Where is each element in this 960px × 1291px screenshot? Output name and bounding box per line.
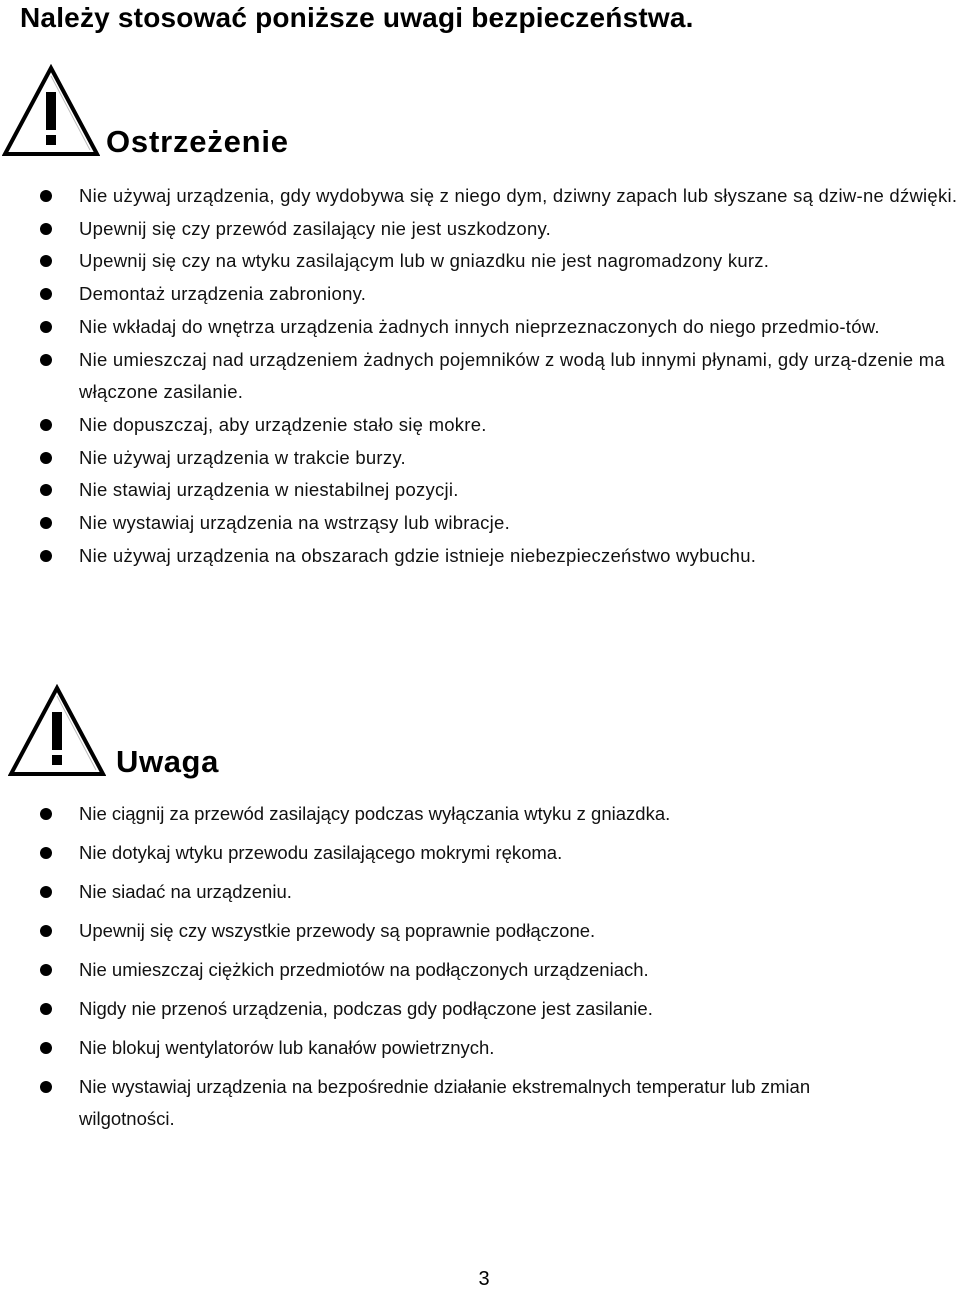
bullet-icon bbox=[40, 255, 52, 267]
list-item-text: Nigdy nie przenoś urządzenia, podczas gdy podłączone jest zasilanie. bbox=[79, 998, 653, 1019]
warning-list bbox=[0, 180, 958, 572]
list-item bbox=[0, 540, 958, 573]
list-item bbox=[0, 409, 958, 442]
list-item-text: Upewnij się czy wszystkie przewody są poprawnie podłączone. bbox=[79, 920, 596, 941]
bullet-icon bbox=[40, 847, 52, 859]
list-item bbox=[0, 507, 958, 540]
list-item bbox=[0, 798, 900, 830]
list-item-text: Nie wystawiaj urządzenia na wstrząsy lub wibracje. bbox=[79, 512, 510, 534]
bullet-icon bbox=[40, 550, 52, 562]
list-item-text: Upewnij się czy na wtyku zasilającym lub w gniazdku nie jest nagromadzony kurz. bbox=[79, 250, 770, 272]
list-item-text: Nie umieszczaj nad urządzeniem żadnych pojemników z wodą lub innymi płynami, gdy urzą-dzenie ma włączone zasilanie. bbox=[79, 348, 945, 403]
list-item-text: Nie używaj urządzenia w trakcie burzy. bbox=[79, 446, 406, 468]
list-item bbox=[0, 278, 958, 311]
page-title: Należy stosować poniższe uwagi bezpieczeństwa. bbox=[20, 2, 694, 33]
list-item-text: Nie dopuszczaj, aby urządzenie stało się mokre. bbox=[79, 413, 487, 435]
bullet-icon bbox=[40, 886, 52, 898]
list-item bbox=[0, 1071, 900, 1134]
list-item bbox=[0, 245, 958, 278]
list-item bbox=[0, 442, 958, 475]
bullet-icon bbox=[40, 1003, 52, 1015]
list-item-text: Upewnij się czy przewód zasilający nie jest uszkodzony. bbox=[79, 217, 551, 239]
bullet-icon bbox=[40, 964, 52, 976]
bullet-icon bbox=[40, 190, 52, 202]
caution-list bbox=[0, 798, 900, 1142]
list-item bbox=[0, 213, 958, 246]
list-item bbox=[0, 474, 958, 507]
list-item bbox=[0, 993, 900, 1025]
list-item-text: Nie wystawiaj urządzenia na bezpośrednie działanie ekstremalnych temperatur lub zmian wilgotności. bbox=[79, 1076, 811, 1129]
section-heading-caution: Uwaga bbox=[116, 744, 219, 779]
bullet-icon bbox=[40, 354, 52, 366]
section-heading-warning: Ostrzeżenie bbox=[106, 124, 289, 159]
list-item-text: Nie używaj urządzenia, gdy wydobywa się z niego dym, dziwny zapach lub słyszane są dziw-ne dźwięki. bbox=[79, 185, 958, 206]
list-item bbox=[0, 344, 958, 409]
bullet-icon bbox=[40, 1081, 52, 1093]
list-item bbox=[0, 1032, 900, 1064]
bullet-icon bbox=[40, 223, 52, 235]
list-item-text: Nie używaj urządzenia na obszarach gdzie istnieje niebezpieczeństwo wybuchu. bbox=[79, 544, 757, 566]
list-item-text: Nie stawiaj urządzenia w niestabilnej pozycji. bbox=[79, 479, 459, 501]
list-item-text: Nie umieszczaj ciężkich przedmiotów na podłączonych urządzeniach. bbox=[79, 959, 649, 980]
bullet-icon bbox=[40, 925, 52, 937]
list-item-text: Nie wkładaj do wnętrza urządzenia żadnych innych nieprzeznaczonych do niego przedmio-tów. bbox=[79, 315, 880, 337]
list-item bbox=[0, 954, 900, 986]
list-item bbox=[0, 180, 958, 213]
bullet-icon bbox=[40, 452, 52, 464]
list-item-text: Demontaż urządzenia zabroniony. bbox=[79, 283, 367, 305]
bullet-icon bbox=[40, 1042, 52, 1054]
list-item-text: Nie ciągnij za przewód zasilający podczas wyłączania wtyku z gniazdka. bbox=[79, 803, 671, 824]
list-item bbox=[0, 311, 958, 344]
list-item-text: Nie dotykaj wtyku przewodu zasilającego mokrymi rękoma. bbox=[79, 842, 563, 863]
bullet-icon bbox=[40, 419, 52, 431]
bullet-icon bbox=[40, 321, 52, 333]
bullet-icon bbox=[40, 808, 52, 820]
list-item-text: Nie blokuj wentylatorów lub kanałów powietrznych. bbox=[79, 1037, 495, 1058]
bullet-icon bbox=[40, 288, 52, 300]
warning-triangle-icon bbox=[8, 684, 106, 778]
warning-triangle-icon bbox=[2, 64, 100, 158]
list-item bbox=[0, 837, 900, 869]
list-item bbox=[0, 915, 900, 947]
bullet-icon bbox=[40, 517, 52, 529]
list-item bbox=[0, 876, 900, 908]
list-item-text: Nie siadać na urządzeniu. bbox=[79, 881, 292, 902]
bullet-icon bbox=[40, 484, 52, 496]
page-number: 3 bbox=[478, 1268, 490, 1290]
